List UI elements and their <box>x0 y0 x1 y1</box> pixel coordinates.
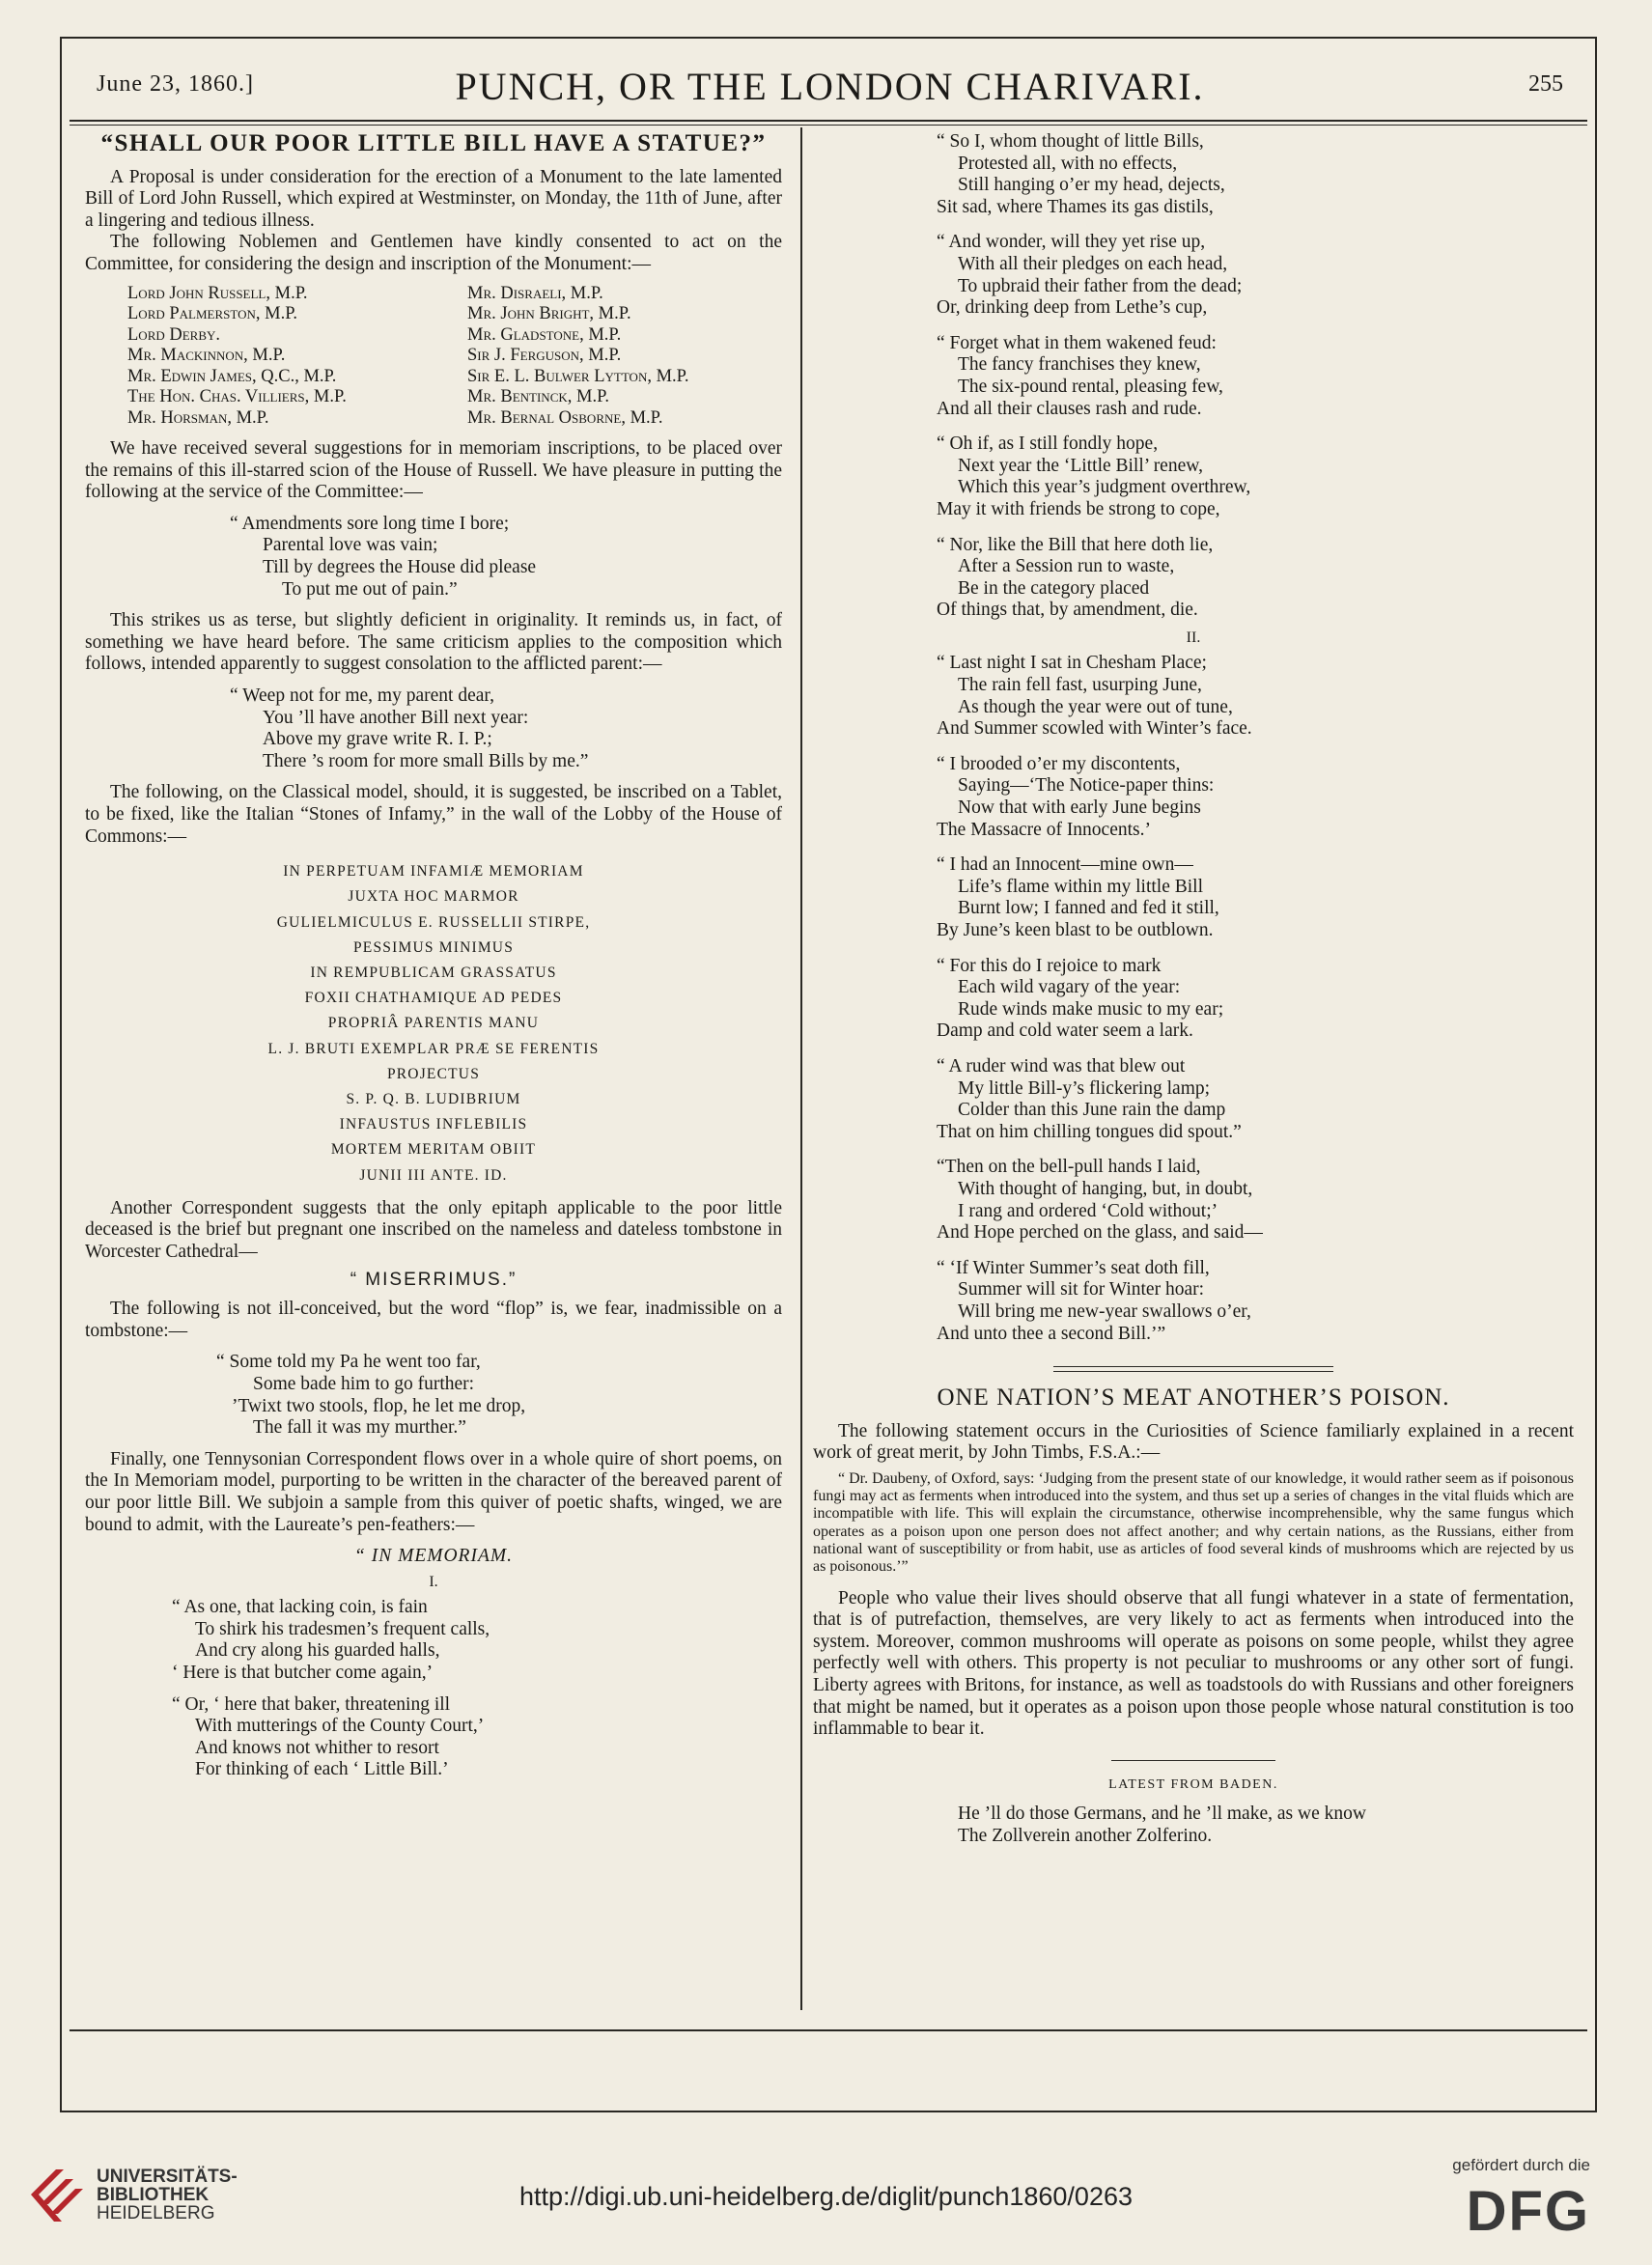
section-divider <box>1111 1760 1275 1761</box>
verse-line: Till by degrees the House did please <box>263 557 537 578</box>
verse-line: The fall it was my murther.” <box>253 1417 466 1439</box>
bottom-rule <box>70 2029 1587 2031</box>
verse-line: To shirk his tradesmen’s frequent calls, <box>195 1618 490 1639</box>
epigram-line: The Zollverein another Zolferino. <box>958 1826 1213 1846</box>
verse-line: Burnt low; I fanned and fed it still, <box>958 898 1219 919</box>
verse-line: Saying—‘The Notice-paper thins: <box>958 775 1215 797</box>
page-header <box>89 58 1571 116</box>
verse-line: By June’s keen blast to be outblown. <box>937 920 1214 940</box>
verse-line: And Summer scowled with Winter’s face. <box>937 718 1252 740</box>
stanza <box>937 535 1574 622</box>
verse-line: “Then on the bell-pull hands I laid, <box>937 1157 1201 1178</box>
verse-line: “ I brooded o’er my discontents, <box>937 753 1181 774</box>
right-column <box>813 131 1574 1848</box>
verse-line: You ’ll have another Bill next year: <box>263 707 529 728</box>
inscription-line: JUNII III ANTE. ID. <box>359 1166 508 1184</box>
library-name-line: HEIDELBERG <box>97 2203 215 2223</box>
verse-line: “ Amendments sore long time I bore; <box>230 513 510 534</box>
verse-line: Rude winds make music to my ear; <box>958 998 1224 1020</box>
library-name-line: UNIVERSITÄTS- <box>97 2167 238 2187</box>
verse-line: The rain fell fast, usurping June, <box>958 675 1202 696</box>
verse-line: “ Weep not for me, my parent dear, <box>230 685 494 706</box>
verse-line: That on him chilling tongues did spout.” <box>937 1121 1242 1142</box>
poem-part-two <box>813 653 1574 1345</box>
verse-line: ‘ Here is that butcher come again,’ <box>172 1663 434 1684</box>
column-divider <box>800 127 802 2010</box>
funding-caption: gefördert durch die <box>1452 2156 1590 2174</box>
verse-line: “ Forget what in them wakened feud: <box>937 332 1217 353</box>
paragraph: Another Correspondent suggests that the only epitaph applicable to the poor little deceased is the brief but pregnant one inscribed on the nameless and dateless tombstone in Worcester Cathedral— <box>85 1197 782 1262</box>
verse-line: And Hope perched on the glass, and said— <box>937 1222 1263 1244</box>
poem-numeral: II. <box>1186 629 1201 646</box>
paragraph: A Proposal is under consideration for the erection of a Monument to the late lamented Bill of Lord John Russell, which expired at Westminster, on Monday, the 11th of June, after a lingering and tedious illness. <box>85 166 782 231</box>
verse-line: Which this year’s judgment overthrew, <box>958 477 1251 498</box>
stanza <box>937 131 1574 218</box>
inscription-line: FOXII CHATHAMIQUE AD PEDES <box>304 990 563 1007</box>
inscription-line: INFAUSTUS INFLEBILIS <box>339 1116 528 1133</box>
verse-line: ’Twixt two stools, flop, he let me drop, <box>232 1395 526 1416</box>
funder-logo: DFG <box>1466 2180 1590 2243</box>
committee-member: Mr. Bentinck, M.P. <box>467 387 609 407</box>
committee-member: Mr. Gladstone, M.P. <box>467 324 622 345</box>
stanza <box>937 754 1574 841</box>
verse-line: “ A ruder wind was that blew out <box>937 1055 1186 1077</box>
paragraph: The following, on the Classical model, should, it is suggested, be inscribed on a Tablet, to be fixed, like the Italian “Stones of Infamy,” in the wall of the Lobby of the House of Commons:— <box>85 782 782 847</box>
poem-part-one <box>813 131 1574 622</box>
article-title: “SHALL OUR POOR LITTLE BILL HAVE A STATUE?” <box>100 130 767 156</box>
page-number: 255 <box>1528 71 1563 97</box>
verse-line: There ’s room for more small Bills by me.” <box>263 750 589 771</box>
stanza <box>937 1258 1574 1345</box>
verse-line: Colder than this June rain the damp <box>958 1100 1226 1121</box>
verse-line: Each wild vagary of the year: <box>958 977 1181 998</box>
inscription-line: PROPRIÂ PARENTIS MANU <box>327 1015 540 1032</box>
verse-line: The six-pound rental, pleasing few, <box>958 376 1223 397</box>
verse-line: Parental love was vain; <box>263 535 438 556</box>
header-rule-thin <box>70 125 1587 126</box>
source-url[interactable]: http://digi.ub.uni-heidelberg.de/diglit/punch1860/0263 <box>519 2182 1133 2211</box>
committee-member: Sir J. Ferguson, M.P. <box>467 346 622 366</box>
poem-title: “ IN MEMORIAM. <box>353 1546 513 1567</box>
verse-line: For thinking of each ‘ Little Bill.’ <box>195 1759 449 1780</box>
verse-line: I rang and ordered ‘Cold without;’ <box>958 1200 1218 1221</box>
inscription-line: JUXTA HOC MARMOR <box>348 888 519 906</box>
masthead: PUNCH, OR THE LONDON CHARIVARI. <box>455 65 1205 108</box>
verse-line: To upbraid their father from the dead; <box>958 275 1243 296</box>
paragraph: We have received several suggestions for in memoriam inscriptions, to be placed over the remains of this ill-starred scion of the House of Russell. We have pleasure in putting the following at the service of the Committee:— <box>85 438 782 503</box>
stanza <box>937 854 1574 941</box>
verse-line: “ Oh if, as I still fondly hope, <box>937 433 1159 455</box>
poem-numeral: I. <box>429 1573 438 1590</box>
library-name-line: BIBLIOTHEK <box>97 2185 210 2205</box>
article-title: LATEST FROM BADEN. <box>1108 1776 1278 1792</box>
committee-member: Lord Palmerston, M.P. <box>127 304 298 324</box>
article-title: ONE NATION’S MEAT ANOTHER’S POISON. <box>937 1384 1450 1412</box>
stanza <box>937 653 1574 740</box>
inscription-line: S. P. Q. B. LUDIBRIUM <box>346 1090 521 1107</box>
verse-line: After a Session run to waste, <box>958 556 1175 577</box>
verse-line: “ Nor, like the Bill that here doth lie, <box>937 534 1214 555</box>
inscription-line: GULIELMICULUS E. RUSSELLII STIRPE, <box>276 913 591 931</box>
verse-line: “ Last night I sat in Chesham Place; <box>937 653 1207 674</box>
paragraph: This strikes us as terse, but slightly deficient in originality. It reminds us, in fact, of something we have heard before. The same criticism applies to the composition which follows, intended apparently to suggest consolation to the afflicted parent:— <box>85 610 782 675</box>
committee-member: Lord John Russell, M.P. <box>127 283 308 303</box>
verse-line: “ Or, ‘ here that baker, threatening ill <box>172 1693 451 1715</box>
latin-inscription <box>85 859 782 1188</box>
verse-line: Life’s flame within my little Bill <box>958 876 1204 897</box>
issue-date: June 23, 1860.] <box>97 71 254 97</box>
committee-member: Mr. John Bright, M.P. <box>467 304 631 324</box>
committee-list <box>127 284 782 430</box>
verse <box>230 514 782 601</box>
verse-line: And knows not whither to resort <box>195 1737 439 1758</box>
verse-line: Summer will sit for Winter hoar: <box>958 1279 1205 1300</box>
committee-member: Mr. Edwin James, Q.C., M.P. <box>127 366 337 386</box>
verse-line: “ ‘If Winter Summer’s seat doth fill, <box>937 1257 1210 1278</box>
paragraph: People who value their lives should observe that all fungi whatever in a state of fermentation, that is of putrefaction, themselves, are very likely to act as ferments when introduced into the system. Moreover, common mushrooms will operate as poisons on some people, whilst they agree perfectly well with others. This property is not peculiar to mushrooms or any other sort of fungi. Liberty agrees with Britons, for instance, as well as toadstools do with Russians and other foreigners that might be named, but it operates as a poison upon those people whose natural constitution is too inflammable to bear it. <box>813 1587 1574 1740</box>
section-divider <box>1053 1366 1333 1372</box>
stanza <box>937 433 1574 520</box>
inscription-line: MORTEM MERITAM OBIIT <box>330 1141 537 1159</box>
verse-line: “ I had an Innocent—mine own— <box>937 854 1193 876</box>
verse-line: “ Some told my Pa he went too far, <box>216 1352 481 1373</box>
verse-line: And cry along his guarded halls, <box>195 1640 440 1662</box>
header-rule <box>70 120 1587 122</box>
verse-line: Be in the category placed <box>958 577 1150 599</box>
verse-line: Still hanging o’er my head, dejects, <box>958 175 1225 196</box>
stanza <box>937 333 1574 420</box>
committee-member: The Hon. Chas. Villiers, M.P. <box>127 387 347 407</box>
verse <box>172 1597 782 1684</box>
verse-line: The fancy franchises they knew, <box>958 354 1201 376</box>
inscription-line: L. J. BRUTI EXEMPLAR PRÆ SE FERENTIS <box>267 1040 600 1057</box>
committee-member: Mr. Horsman, M.P. <box>127 407 269 428</box>
committee-member: Sir E. L. Bulwer Lytton, M.P. <box>467 366 689 386</box>
stanza <box>937 1056 1574 1143</box>
verse-line: “ So I, whom thought of little Bills, <box>937 131 1204 152</box>
inscription-line: PROJECTUS <box>386 1065 481 1082</box>
verse-line: Or, drinking deep from Lethe’s cup, <box>937 297 1208 319</box>
verse-line: And all their clauses rash and rude. <box>937 398 1202 419</box>
digitization-footer <box>0 2139 1652 2265</box>
stanza <box>937 1157 1574 1244</box>
verse-line: Next year the ‘Little Bill’ renew, <box>958 455 1203 476</box>
verse-line: Now that with early June begins <box>958 797 1201 819</box>
epigram-line: He ’ll do those Germans, and he ’ll make, as we know <box>958 1804 1366 1825</box>
verse-line: Protested all, with no effects, <box>958 153 1178 174</box>
committee-member: Lord Derby. <box>127 324 221 345</box>
inscription-line: IN REMPUBLICAM GRASSATUS <box>310 964 557 981</box>
verse <box>172 1694 782 1781</box>
paragraph: The following Noblemen and Gentlemen have kindly consented to act on the Committee, for considering the design and inscription of the Monument:— <box>85 232 782 274</box>
verse-line: Some bade him to go further: <box>253 1373 475 1394</box>
verse-line: My little Bill-y’s flickering lamp; <box>958 1077 1211 1099</box>
inscription-line: IN PERPETUAM INFAMIÆ MEMORIAM <box>283 863 584 881</box>
committee-member: Mr. Disraeli, M.P. <box>467 283 603 303</box>
stanza <box>937 956 1574 1043</box>
verse <box>230 685 782 772</box>
verse-line: Above my grave write R. I. P.; <box>263 729 492 750</box>
verse-line: With all their pledges on each head, <box>958 253 1228 274</box>
paragraph: Finally, one Tennysonian Correspondent flows over in a whole quire of short poems, on the In Memoriam model, purporting to be written in the character of the bereaved parent of our poor little Bill. We subjoin a sample from this quiver of poetic shafts, winged, we are bound to admit, with the Laureate’s pen-feathers:— <box>85 1448 782 1535</box>
verse <box>216 1352 782 1439</box>
inscription-line: PESSIMUS MINIMUS <box>352 938 515 956</box>
paragraph: The following statement occurs in the Curiosities of Science familiarly explained in a recent work of great merit, by John Timbs, F.S.A.:— <box>813 1420 1574 1464</box>
stanza <box>937 232 1574 319</box>
verse-line: To put me out of pain.” <box>282 578 458 600</box>
verse-line: As though the year were out of tune, <box>958 696 1233 717</box>
quoted-extract: “ Dr. Daubeny, of Oxford, says: ‘Judging from the present state of our knowledge, it would rather seem as if poisonous fungi may act as ferments when introduced into the system, and thus set up a series of changes in the vital fluids which are incompatible with life. This will explain the circumstance, otherwise incomprehensible, why the same fungus which operates as a poison upon one person does not affect another; and why certain nations, as the Russians, either from national want of susceptibility or from habit, use as articles of food several kinds of mushrooms which are rejected by us as poisonous.’” <box>813 1469 1574 1576</box>
verse-line: With thought of hanging, but, in doubt, <box>958 1178 1253 1199</box>
verse-line: Damp and cold water seem a lark. <box>937 1021 1193 1042</box>
committee-member: Mr. Bernal Osborne, M.P. <box>467 407 663 428</box>
committee-member: Mr. Mackinnon, M.P. <box>127 346 286 366</box>
left-column <box>85 131 782 1791</box>
verse-line: “ As one, that lacking coin, is fain <box>172 1597 428 1618</box>
verse-line: Of things that, by amendment, die. <box>937 600 1198 621</box>
verse-line: “ And wonder, will they yet rise up, <box>937 232 1206 253</box>
verse-line: Will bring me new-year swallows o’er, <box>958 1300 1251 1322</box>
epigram <box>958 1804 1574 1847</box>
verse-line: May it with friends be strong to cope, <box>937 498 1220 519</box>
verse-line: “ For this do I rejoice to mark <box>937 955 1162 976</box>
verse-line: With mutterings of the County Court,’ <box>195 1716 485 1737</box>
verse-line: The Massacre of Innocents.’ <box>937 819 1151 840</box>
verse-line: And unto thee a second Bill.’” <box>937 1323 1166 1344</box>
epitaph: “ MISERRIMUS.” <box>350 1269 518 1290</box>
paragraph: The following is not ill-conceived, but the word “flop” is, we fear, inadmissible on a tombstone:— <box>85 1299 782 1341</box>
verse-line: Sit sad, where Thames its gas distils, <box>937 196 1214 217</box>
